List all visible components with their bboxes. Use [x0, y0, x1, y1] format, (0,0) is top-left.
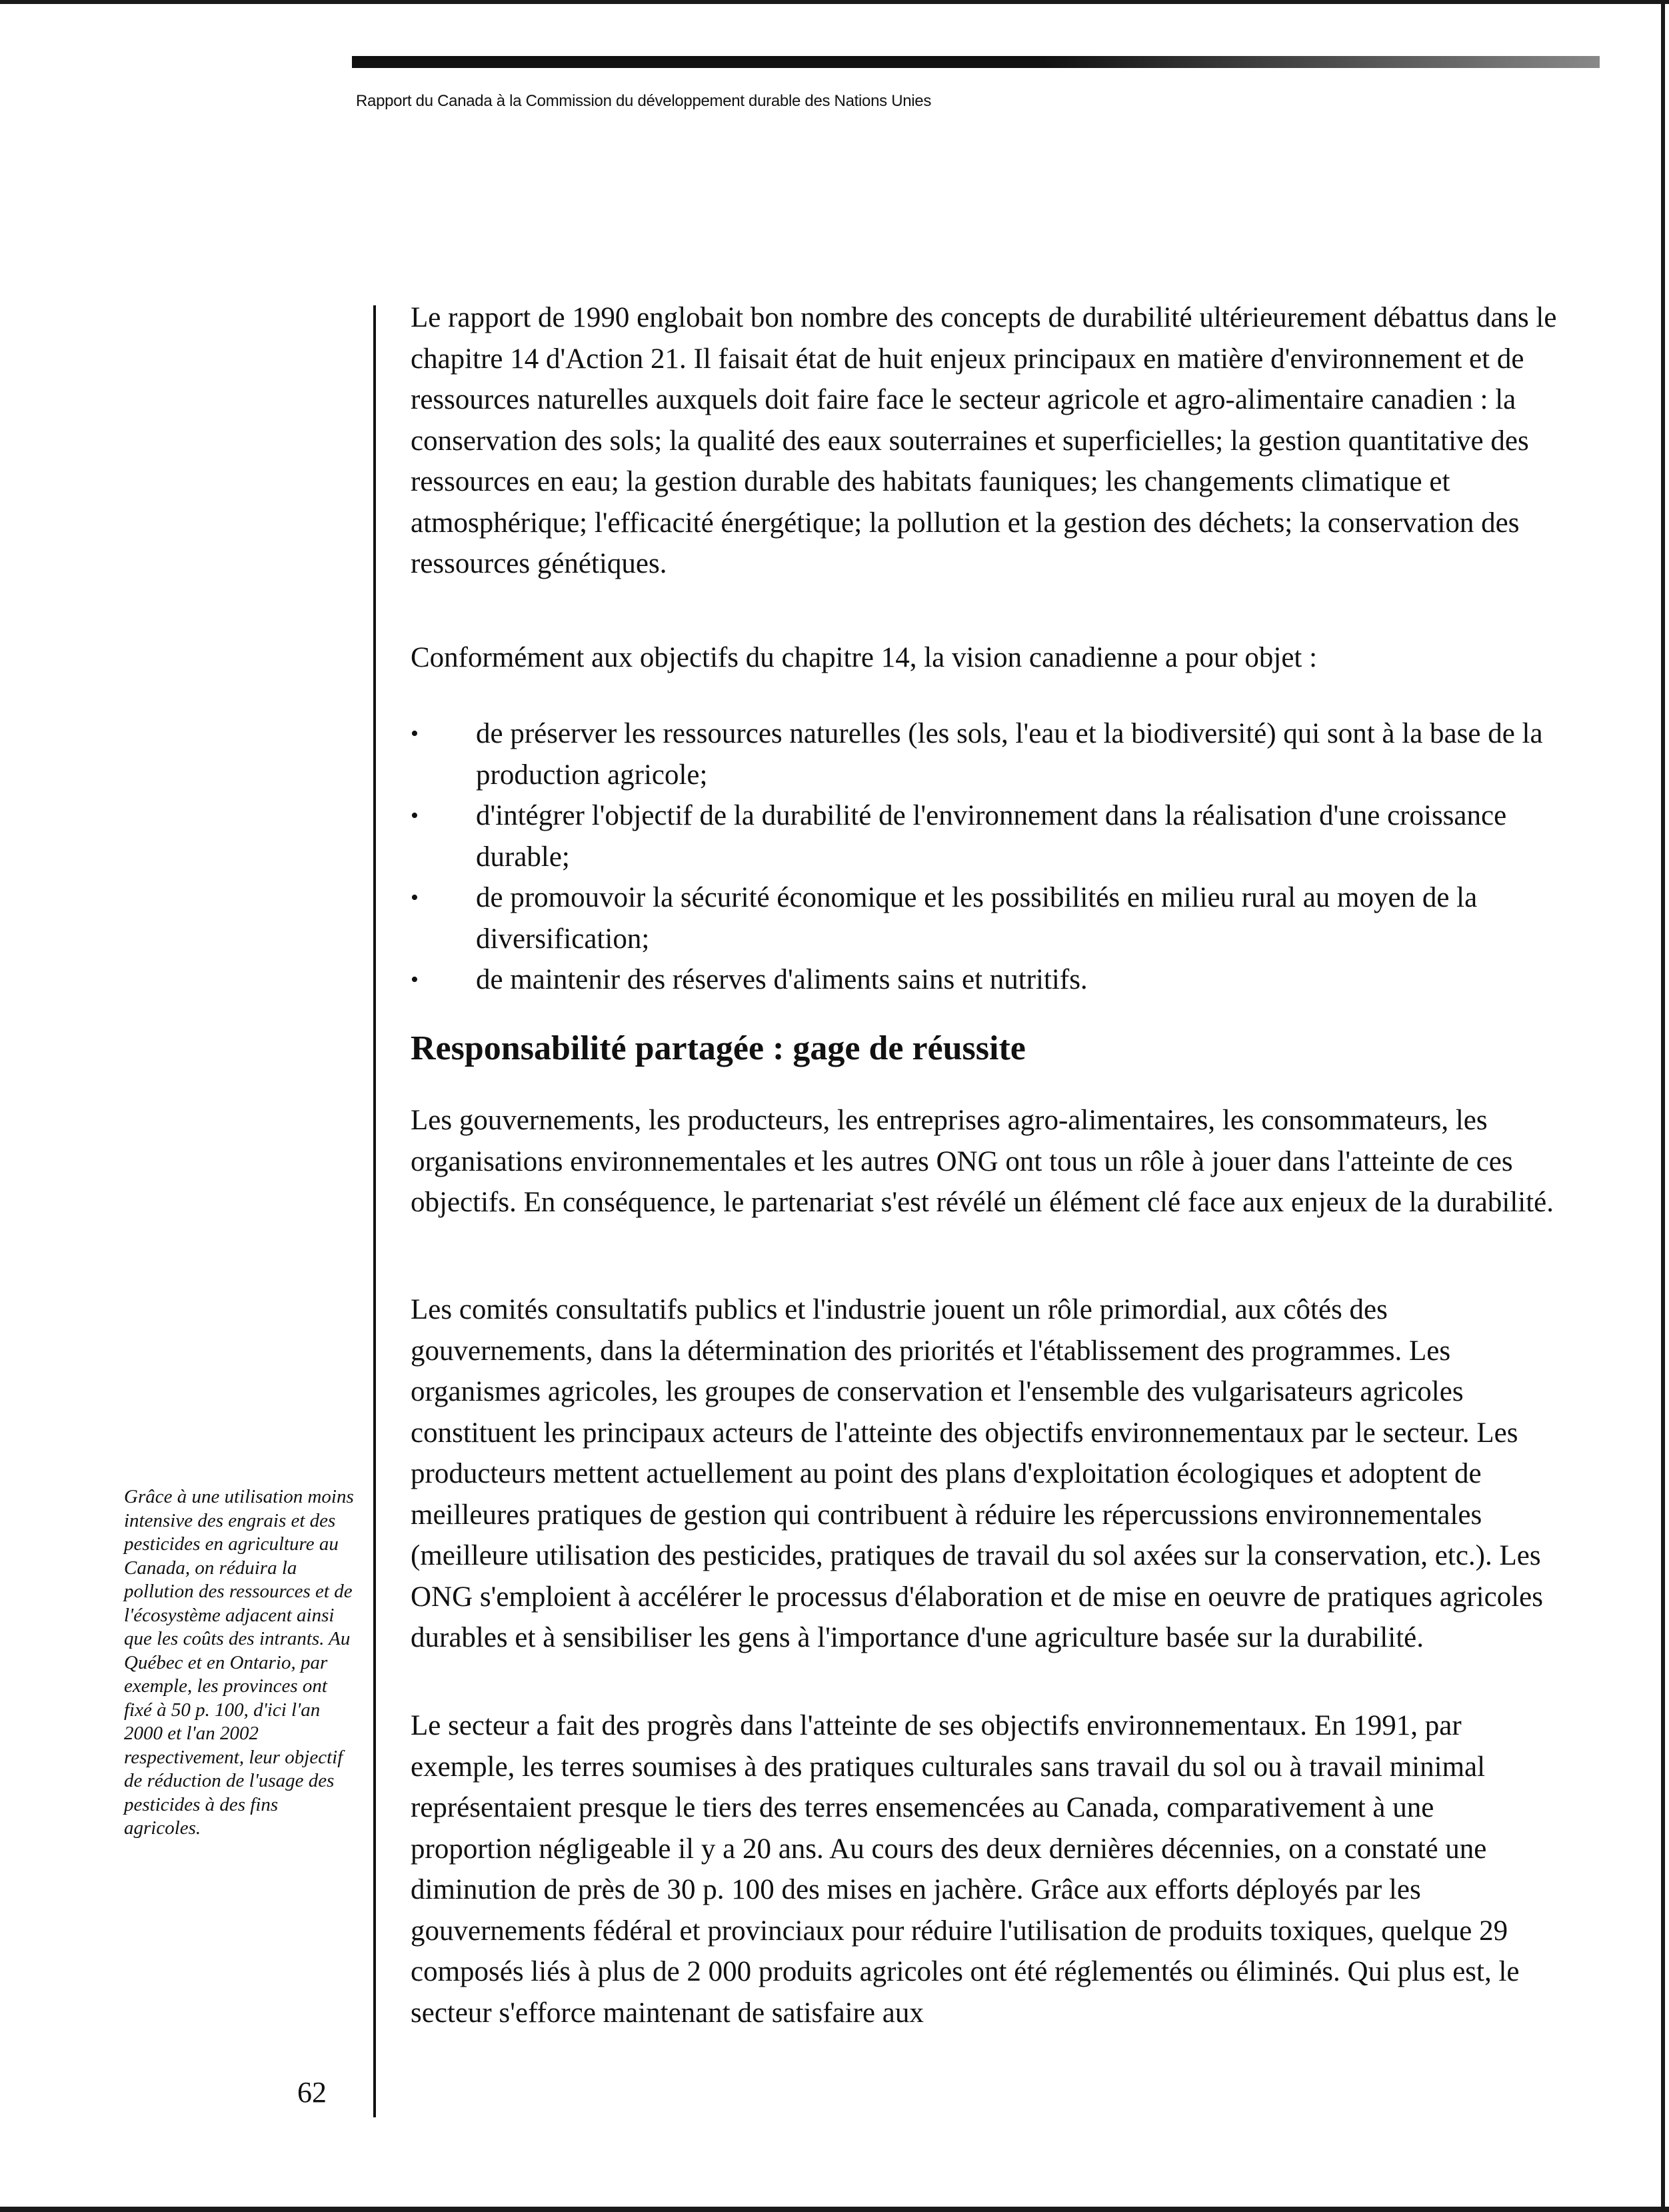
section-paragraph-text: Les comités consultatifs publics et l'industrie jouent un rôle primordial, aux côtés des gouvernements, dans la détermination des priorités et l'établissement des programmes. Les organismes agricoles, les groupes de conservation et l'ensemble des vulgarisateurs agricoles constituent les principaux acteurs de l'atteinte des objectifs environnementaux par le secteur. Les producteurs mettent actuellement au point des plans d'exploitation écologiques et adoptent de meilleures pratiques de gestion qui contribuent à réduire les répercussions environnementales (meilleure utilisation des pesticides, pratiques de travail du sol axées sur la conservation, etc.). Les ONG s'emploient à accélérer le processus d'élaboration et de mise en oeuvre de pratiques agricoles durables et à sensibiliser les gens à l'importance d'une agriculture basée sur la durabilité.: [411, 1294, 1543, 1653]
intro-paragraph-text: Le rapport de 1990 englobait bon nombre des concepts de durabilité ultérieurement débattus dans le chapitre 14 d'Action 21. Il faisait état de huit enjeux principaux en matière d'environnement et de ressources naturelles auxquels doit faire face le secteur agricole et agro-alimentaire canadien : la conservation des sols; la qualité des eaux souterraines et superficielles; la gestion quantitative des ressources en eau; la gestion durable des habitats fauniques; les changements climatique et atmosphérique; l'efficacité énergétique; la pollution et la gestion des déchets; la conservation des ressources génétiques.: [411, 302, 1557, 579]
objective-item: [411, 877, 1557, 959]
bullet-icon: •: [411, 803, 419, 828]
objectives-list: [411, 713, 1557, 1001]
scan-border-right: [1661, 0, 1665, 2212]
section-paragraph: [411, 1289, 1557, 1659]
header-rule-bar: [352, 56, 1600, 68]
bullet-icon: •: [411, 967, 419, 992]
objective-item: [411, 959, 1557, 1001]
running-head-title: Rapport du Canada à la Commission du développement durable des Nations Unies: [356, 92, 932, 110]
section-paragraph: [411, 1100, 1557, 1223]
objectives-intro: [411, 637, 1557, 679]
intro-paragraph: [411, 297, 1557, 585]
objective-text: de promouvoir la sécurité économique et les possibilités en milieu rural au moyen de la diversification;: [476, 882, 1478, 955]
section-paragraph-text: Le secteur a fait des progrès dans l'atteinte de ses objectifs environnementaux. En 1991, par exemple, les terres soumises à des pratiques culturales sans travail du sol ou à travail minimal représentaient presque le tiers des terres ensemencées au Canada, comparativement à une proportion négligeable il y a 20 ans. Au cours des deux dernières décennies, on a constaté une diminution de près de 30 p. 100 des mises en jachère. Grâce aux efforts déployés par les gouvernements fédéral et provinciaux pour réduire l'utilisation de produits toxiques, quelque 29 composés liés à plus de 2 000 produits agricoles ont été réglementés ou éliminés. Qui plus est, le secteur s'efforce maintenant de satisfaire aux: [411, 1710, 1520, 2029]
objective-text: de maintenir des réserves d'aliments sains et nutritifs.: [476, 964, 1088, 995]
objective-item: [411, 795, 1557, 877]
page-number: 62: [297, 2076, 327, 2109]
objective-item: [411, 713, 1557, 795]
section-paragraph: [411, 1705, 1557, 2033]
objective-text: de préserver les ressources naturelles (les sols, l'eau et la biodiversité) qui sont à la base de la production agricole;: [476, 718, 1543, 791]
bullet-icon: •: [411, 721, 419, 746]
section-heading: Responsabilité partagée : gage de réussite: [411, 1029, 1026, 1067]
objectives-intro-text: Conformément aux objectifs du chapitre 14, la vision canadienne a pour objet :: [411, 642, 1318, 673]
objective-text: d'intégrer l'objectif de la durabilité de l'environnement dans la réalisation d'une croissance durable;: [476, 800, 1507, 873]
bullet-icon: •: [411, 885, 419, 910]
scan-border-top: [0, 0, 1669, 4]
section-paragraph-text: Les gouvernements, les producteurs, les entreprises agro-alimentaires, les consommateurs, les organisations environnementales et les autres ONG ont tous un rôle à jouer dans l'atteinte de ces objectifs. En conséquence, le partenariat s'est révélé un élément clé face aux enjeux de la durabilité.: [411, 1105, 1554, 1218]
sidebar-note: Grâce à une utilisation moins intensive des engrais et des pesticides en agriculture au Canada, on réduira la pollution des ressources et de l'écosystème adjacent ainsi que les coûts des intrants. Au Québec et en Ontario, par exemple, les provinces ont fixé à 50 p. 100, d'ici l'an 2000 et l'an 2002 respectivement, leur objectif de réduction de l'usage des pesticides à des fins agricoles.: [124, 1486, 354, 1839]
margin-vertical-rule: [373, 305, 376, 2117]
scan-border-bottom: [0, 2207, 1669, 2212]
